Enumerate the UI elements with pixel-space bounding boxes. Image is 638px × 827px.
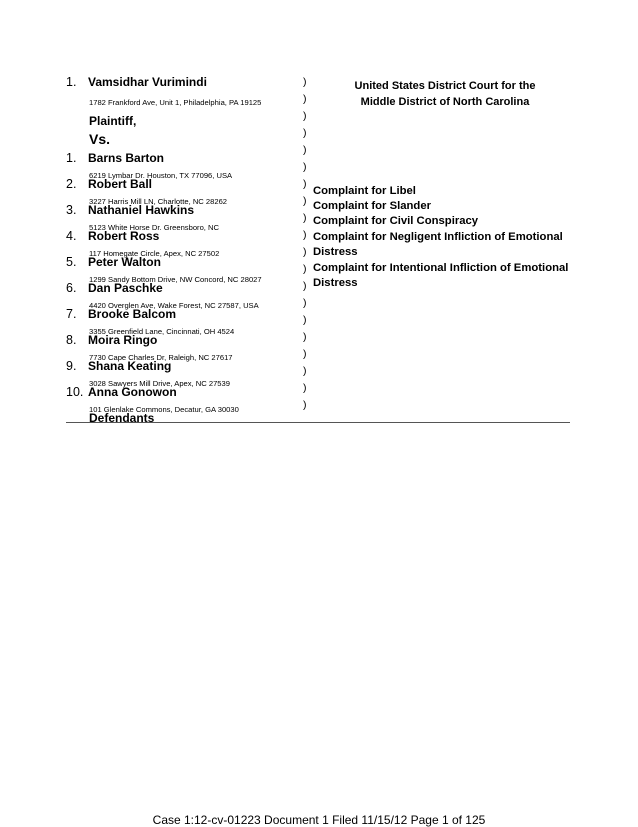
paren: ) [303, 144, 307, 156]
court-line-2: Middle District of North Carolina [360, 96, 530, 108]
defendant-name: Anna Gonowon [88, 385, 177, 399]
plaintiff-label: Plaintiff, [89, 114, 137, 128]
defendant-name: Peter Walton [88, 255, 161, 269]
defendant-number: 6. [66, 281, 77, 295]
defendant-number: 10. [66, 385, 84, 399]
defendant-name: Moira Ringo [88, 333, 158, 347]
defendant-address: 3227 Harris Mill LN, Charlotte, NC 28262 [89, 197, 228, 206]
paren: ) [303, 382, 307, 394]
caption-divider [66, 422, 570, 423]
paren: ) [303, 348, 307, 360]
claim-item: Complaint for Negligent Infliction of Emotional [313, 231, 563, 243]
defendant-address: 4420 Overglen Ave, Wake Forest, NC 27587, USA [89, 301, 259, 310]
claim-item: Complaint for Libel [313, 185, 416, 197]
defendant-number: 9. [66, 359, 77, 373]
defendant-name: Brooke Balcom [88, 307, 177, 321]
defendant-address: 6219 Lymbar Dr. Houston, TX 77096, USA [89, 171, 233, 180]
paren: ) [303, 263, 307, 275]
defendant-number: 3. [66, 203, 77, 217]
paren: ) [303, 280, 307, 292]
defendant-address: 1299 Sandy Bottom Drive, NW Concord, NC 28027 [89, 275, 262, 284]
versus-label: Vs. [89, 131, 111, 147]
paren: ) [303, 314, 307, 326]
defendant-name: Shana Keating [88, 359, 172, 373]
defendant-name: Nathaniel Hawkins [88, 203, 195, 217]
court-line-1: United States District Court for the [354, 80, 536, 92]
court-heading [314, 78, 576, 110]
claim-item: Complaint for Slander [313, 200, 431, 212]
paren: ) [303, 127, 307, 139]
paren: ) [303, 161, 307, 173]
paren: ) [303, 212, 307, 224]
defendant-address: 5123 White Horse Dr. Greensboro, NC [89, 223, 219, 232]
defendant-address: 7730 Cape Charles Dr, Raleigh, NC 27617 [89, 353, 233, 362]
claim-item: Distress [313, 277, 358, 289]
defendant-number: 7. [66, 307, 77, 321]
defendant-number: 8. [66, 333, 77, 347]
defendant-address: 3028 Sawyers Mill Drive, Apex, NC 27539 [89, 379, 230, 388]
defendant-address: 3355 Greenfield Lane, Cincinnati, OH 4524 [89, 327, 235, 336]
paren: ) [303, 178, 307, 190]
defendant-number: 4. [66, 229, 77, 243]
claim-item: Complaint for Civil Conspiracy [313, 215, 479, 227]
paren: ) [303, 246, 307, 258]
defendant-name: Robert Ross [88, 229, 160, 243]
paren: ) [303, 399, 307, 411]
defendant-address: 101 Glenlake Commons, Decatur, GA 30030 [89, 405, 239, 414]
defendants-label: Defendants [89, 411, 155, 425]
defendant-number: 5. [66, 255, 77, 269]
defendant-name: Robert Ball [88, 177, 153, 191]
defendant-number: 2. [66, 177, 77, 191]
paren: ) [303, 331, 307, 343]
defendant-address: 117 Homegate Circle, Apex, NC 27502 [89, 249, 220, 258]
paren: ) [303, 365, 307, 377]
paren: ) [303, 76, 307, 88]
claim-item: Distress [313, 246, 358, 258]
case-footer: Case 1:12-cv-01223 Document 1 Filed 11/15/12 Page 1 of 125 [152, 813, 486, 827]
paren: ) [303, 93, 307, 105]
defendant-number: 1. [66, 151, 77, 165]
plaintiff-address: 1782 Frankford Ave, Unit 1, Philadelphia, PA 19125 [89, 98, 262, 107]
paren: ) [303, 110, 307, 122]
paren: ) [303, 297, 307, 309]
defendant-name: Dan Paschke [88, 281, 163, 295]
plaintiff-name: Vamsidhar Vurimindi [88, 75, 207, 89]
defendant-name: Barns Barton [88, 151, 165, 165]
paren: ) [303, 229, 307, 241]
paren: ) [303, 195, 307, 207]
claim-item: Complaint for Intentional Infliction of Emotional [313, 262, 569, 274]
plaintiff-number: 1. [66, 75, 77, 89]
